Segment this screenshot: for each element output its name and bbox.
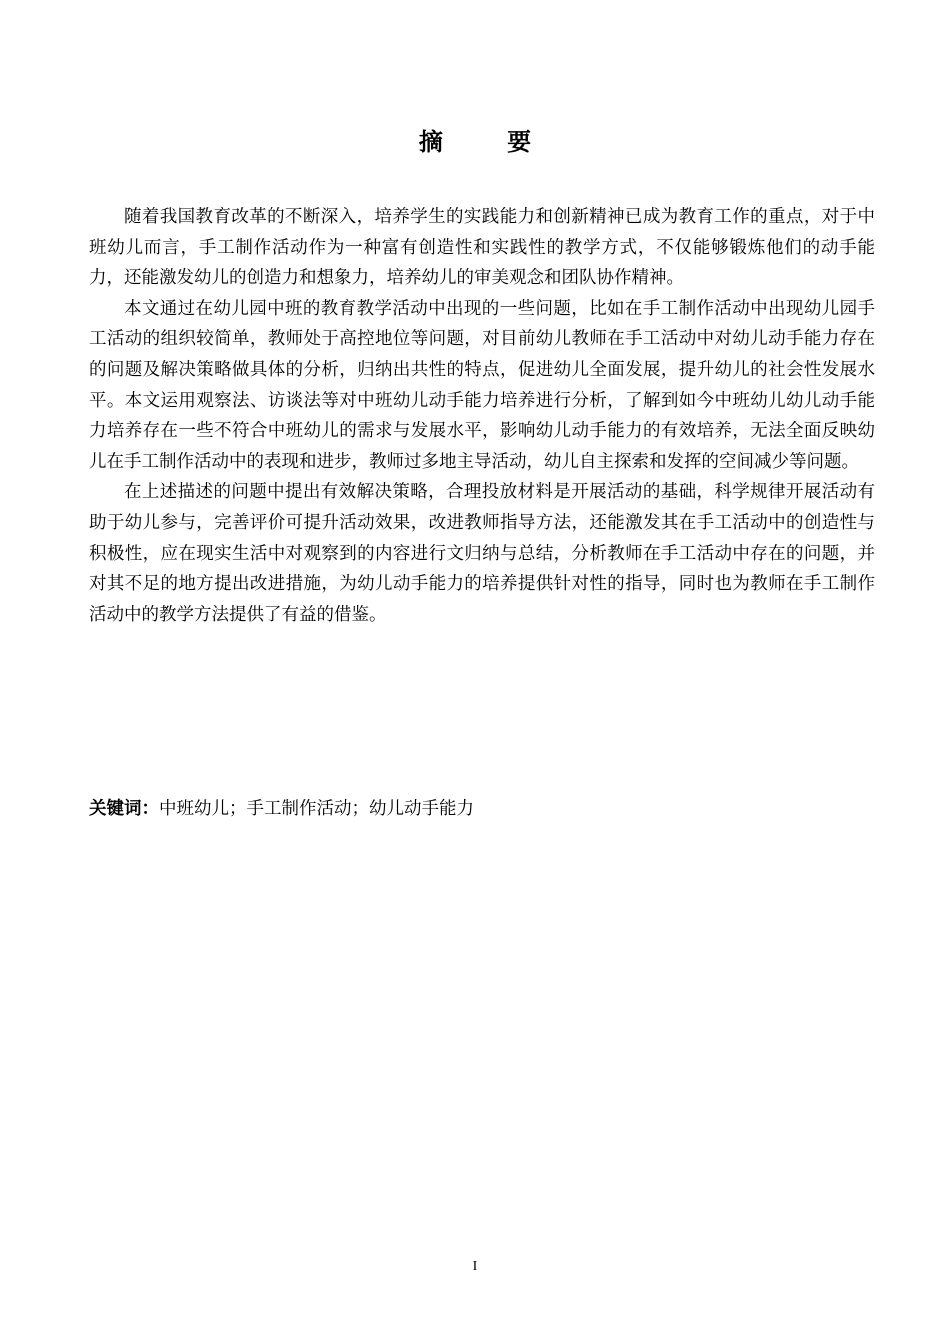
- page-number: I: [472, 1259, 478, 1274]
- abstract-body: [89, 202, 875, 630]
- keywords-label: 关键词：: [89, 799, 159, 819]
- page-title: 摘 要: [418, 128, 560, 156]
- keywords-line: [89, 794, 875, 825]
- abstract-paragraph-1: 随着我国教育改革的不断深入，培养学生的实践能力和创新精神已成为教育工作的重点，对于中班幼儿而言，手工制作活动作为一种富有创造性和实践性的教学方式，不仅能够锻炼他们的动手能力，还能激发幼儿的创造力和想象力，培养幼儿的审美观念和团队协作精神。: [89, 207, 875, 289]
- abstract-paragraph-3: 在上述描述的问题中提出有效解决策略，合理投放材料是开展活动的基础，科学规律开展活动有助于幼儿参与，完善评价可提升活动效果，改进教师指导方法，还能激发其在手工活动中的创造性与积极性，应在现实生活中对观察到的内容进行文归纳与总结，分析教师在手工活动中存在的问题，并对其不足的地方提出改进措施，为幼儿动手能力的培养提供针对性的指导，同时也为教师在手工制作活动中的教学方法提供了有益的借鉴。: [89, 482, 875, 625]
- keywords-text: 中班幼儿；手工制作活动；幼儿动手能力: [159, 799, 474, 819]
- abstract-paragraph-2: 本文通过在幼儿园中班的教育教学活动中出现的一些问题，比如在手工制作活动中出现幼儿园手工活动的组织较简单，教师处于高控地位等问题，对目前幼儿教师在手工活动中对幼儿动手能力存在的问题及解决策略做具体的分析，归纳出共性的特点，促进幼儿全面发展，提升幼儿的社会性发展水平。本文运用观察法、访谈法等对中班幼儿动手能力培养进行分析，了解到如今中班幼儿幼儿动手能力培养存在一些不符合中班幼儿的需求与发展水平，影响幼儿动手能力的有效培养，无法全面反映幼儿在手工制作活动中的表现和进步，教师过多地主导活动，幼儿自主探索和发挥的空间减少等问题。: [89, 298, 875, 472]
